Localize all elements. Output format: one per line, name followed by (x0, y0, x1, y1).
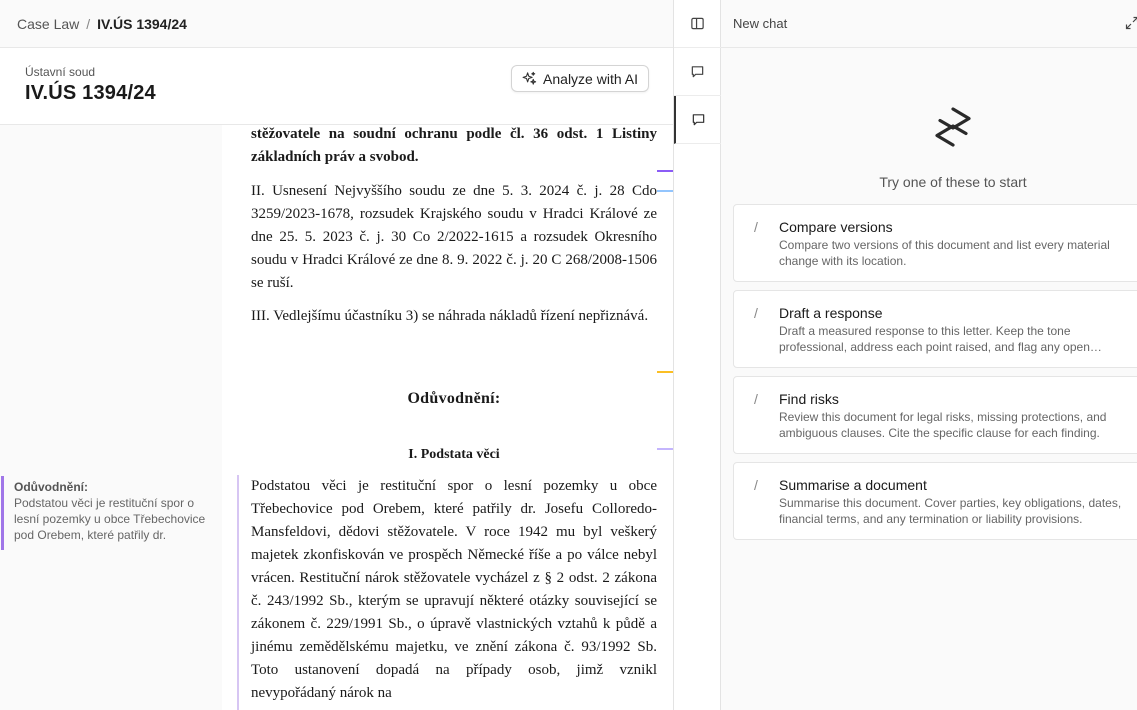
suggestion-description: Compare two versions of this document and list every material change with its location. (779, 238, 1110, 268)
breadcrumb-root-link[interactable]: Case Law (17, 15, 80, 32)
slash-icon: / (754, 219, 758, 235)
margin-column (0, 125, 222, 710)
suggestion-summarise-document[interactable] (733, 462, 1137, 540)
app-logo-icon (932, 106, 974, 148)
annotation-range-bar (237, 475, 239, 710)
chat-title: New chat (733, 16, 788, 31)
page-title: IV.ÚS 1394/24 (25, 82, 156, 104)
chat-bubble-icon (691, 112, 706, 127)
suggestions-prompt: Try one of these to start (879, 174, 1027, 190)
paragraph-ii: II. Usnesení Nejvyššího soudu ze dne 5. 3. 2024 č. j. 28 Cdo 3259/2023-1678, rozsudek Krajského soudu v Hradci Králové ze dne 25. 5. 2023 č. j. 30 Co 2/2022-1615 a rozsudek Okresního soudu v Hradci Králové ze dne 8. 9. 2022 č. j. 20 C 268/2008-1506 se ruší. (251, 183, 657, 291)
annotation-marker (657, 448, 673, 450)
court-name: Ústavní soud (25, 65, 96, 79)
suggestion-find-risks[interactable] (733, 376, 1137, 454)
margin-note-title: Odůvodnění: (14, 480, 88, 494)
suggestion-compare-versions[interactable] (733, 204, 1137, 282)
suggestion-title: Draft a response (779, 305, 883, 321)
suggestion-description (779, 323, 1137, 355)
document-body (222, 125, 673, 710)
suggestion-draft-response[interactable] (733, 290, 1137, 368)
suggestion-description-line: Draft a measured response to this letter. Keep the tone (779, 324, 1071, 338)
chat-bubble-icon (690, 64, 705, 79)
expand-icon[interactable] (1125, 16, 1137, 30)
suggestion-description: Summarise this document. Cover parties, key obligations, dates, financial terms, and any termination or liability provisions. (779, 496, 1122, 526)
suggestion-title: Compare versions (779, 219, 893, 235)
suggestion-title: Find risks (779, 391, 839, 407)
heading-podstata-veci: I. Podstata věci (408, 447, 500, 462)
slash-icon: / (754, 305, 758, 321)
active-chat-button[interactable] (674, 96, 721, 144)
paragraph-iii: III. Vedlejšímu účastníku 3) se náhrada nákladů řízení nepřiznává. (251, 308, 649, 324)
annotation-marker (657, 170, 673, 172)
suggestion-description: Review this document for legal risks, missing protections, and ambiguous clauses. Cite the specific clause for each finding. (779, 410, 1107, 440)
heading-oduvodneni: Odůvodnění: (407, 390, 501, 407)
analyze-with-ai-label: Analyze with AI (543, 70, 638, 87)
slash-icon: / (754, 391, 758, 407)
chat-history-button[interactable] (674, 48, 721, 96)
chat-header (721, 0, 1137, 48)
margin-note-text: Podstatou věci je restituční spor o lesní pozemky u obce Třebechovice pod Orebem, které patřily dr. (14, 496, 206, 542)
annotation-marker (657, 371, 673, 373)
paragraph-rights: stěžovatele na soudní ochranu podle čl. 36 odst. 1 Listiny základních práv a svobod. (251, 126, 657, 165)
suggestion-title: Summarise a document (779, 477, 927, 493)
slash-icon: / (754, 477, 758, 493)
analyze-with-ai-button[interactable] (511, 65, 649, 92)
document-header (0, 48, 673, 125)
breadcrumb-separator: / (86, 15, 91, 32)
annotation-marker (657, 190, 673, 192)
breadcrumb-current: IV.ÚS 1394/24 (97, 15, 187, 32)
sidebar-toggle-icon (690, 16, 705, 31)
sidebar-toggle-button[interactable] (674, 0, 721, 48)
paragraph-podstata: Podstatou věci je restituční spor o lesní pozemky u obce Třebechovice pod Orebem, které patřily dr. Josefu Colloredo-Mansfeldovi, dědovi stěžovatele. V roce 1942 mu byl veškerý majetek zkonfiskován ve prospěch Německé říše a po válce nebyl vrácen. Restituční nárok stěžovatele vycházel z § 2 odst. 2 zákona č. 243/1992 Sb., kterým se upravují některé otázky související se zákonem č. 229/1991 Sb., o úpravě vlastnických vztahů k půdě a jinému zemědělskému majetku, ve znění zákona č. 93/1992 Sb. Toto ustanovení dopadá na případy osob, jimž vznikl nevypořádaný nárok na (251, 478, 657, 701)
breadcrumb (0, 0, 673, 48)
chat-panel (721, 0, 1137, 710)
icon-rail (673, 0, 721, 710)
margin-note[interactable] (1, 476, 222, 550)
sparkle-icon (522, 71, 537, 86)
suggestion-description-line: professional, address each point raised, and flag any open… (779, 340, 1102, 354)
